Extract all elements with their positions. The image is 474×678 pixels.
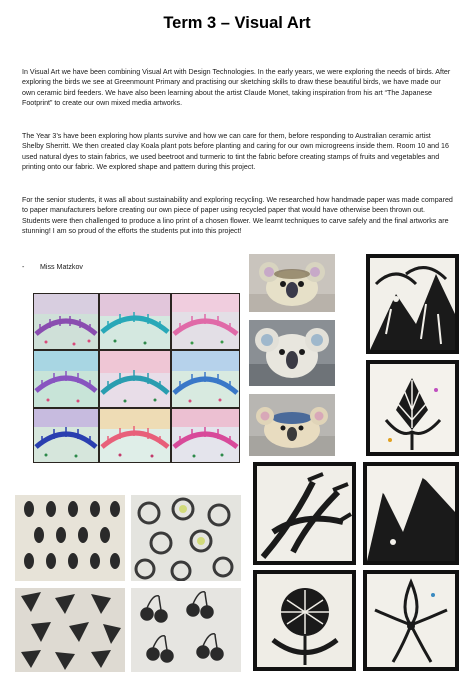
fabric-print-seeds	[15, 495, 125, 581]
lino-print-protea	[366, 360, 459, 456]
page-title: Term 3 – Visual Art	[163, 14, 311, 32]
teacher-name: Miss Matzkov	[39, 263, 83, 271]
paragraph-year-3: The Year 3’s have been exploring how plants survive and how we can care for them, before responding to Australian ceramic artist Shelby Sherritt. We then created clay Koala plant pots before planting and caring for our own microgreens inside them. Room 10 and 16 used natural dyes to stain fabrics, we used beetroot and turmeric to tint the fabric before creating stamps of fruits and vegetables and printing onto our fabric. We explored shape and pattern during this project.	[22, 132, 449, 171]
signoff-dash: -	[22, 263, 25, 271]
lino-print-kangaroo-paw	[253, 462, 356, 565]
fabric-print-circles	[131, 495, 241, 581]
koala-pot-photo-3	[249, 394, 335, 456]
fabric-print-cherries	[131, 588, 241, 672]
lino-print-gum-leaves	[366, 254, 459, 354]
paragraph-early-years: In Visual Art we have been combining Visual Art with Design Technologies. In the early years, we were exploring the needs of birds. After exploring the birds we see at Greenmount Primary and practising our sketching skills to draw these beautiful birds, we have made our own ceramic bird feeders. We have also been learning about the artist Claude Monet, taking inspiration from his art “The Japanese Footprint” to create our own mixed media artworks.	[22, 68, 451, 107]
koala-pot-photo-2	[249, 320, 335, 386]
monet-bridge-collage	[33, 293, 240, 463]
lino-print-flower-bud	[363, 462, 459, 565]
paragraph-senior-students: For the senior students, it was all about sustainability and exploring recycling. We researched how handmade paper was made compared to paper manufacturers before creating our own piece of paper using recycled paper that would have otherwise been thrown out. Students were then challenged to produce a lino print of a chosen flower. We learnt techniques to carve safely and the final artworks are stunning! I am so proud of the efforts the students put into this project!	[22, 196, 453, 235]
signoff	[22, 263, 83, 271]
koala-pot-photo-1	[249, 254, 335, 312]
lino-print-orchid	[363, 570, 459, 671]
fabric-print-wedges	[15, 588, 125, 672]
lino-print-protea-2	[253, 570, 356, 671]
